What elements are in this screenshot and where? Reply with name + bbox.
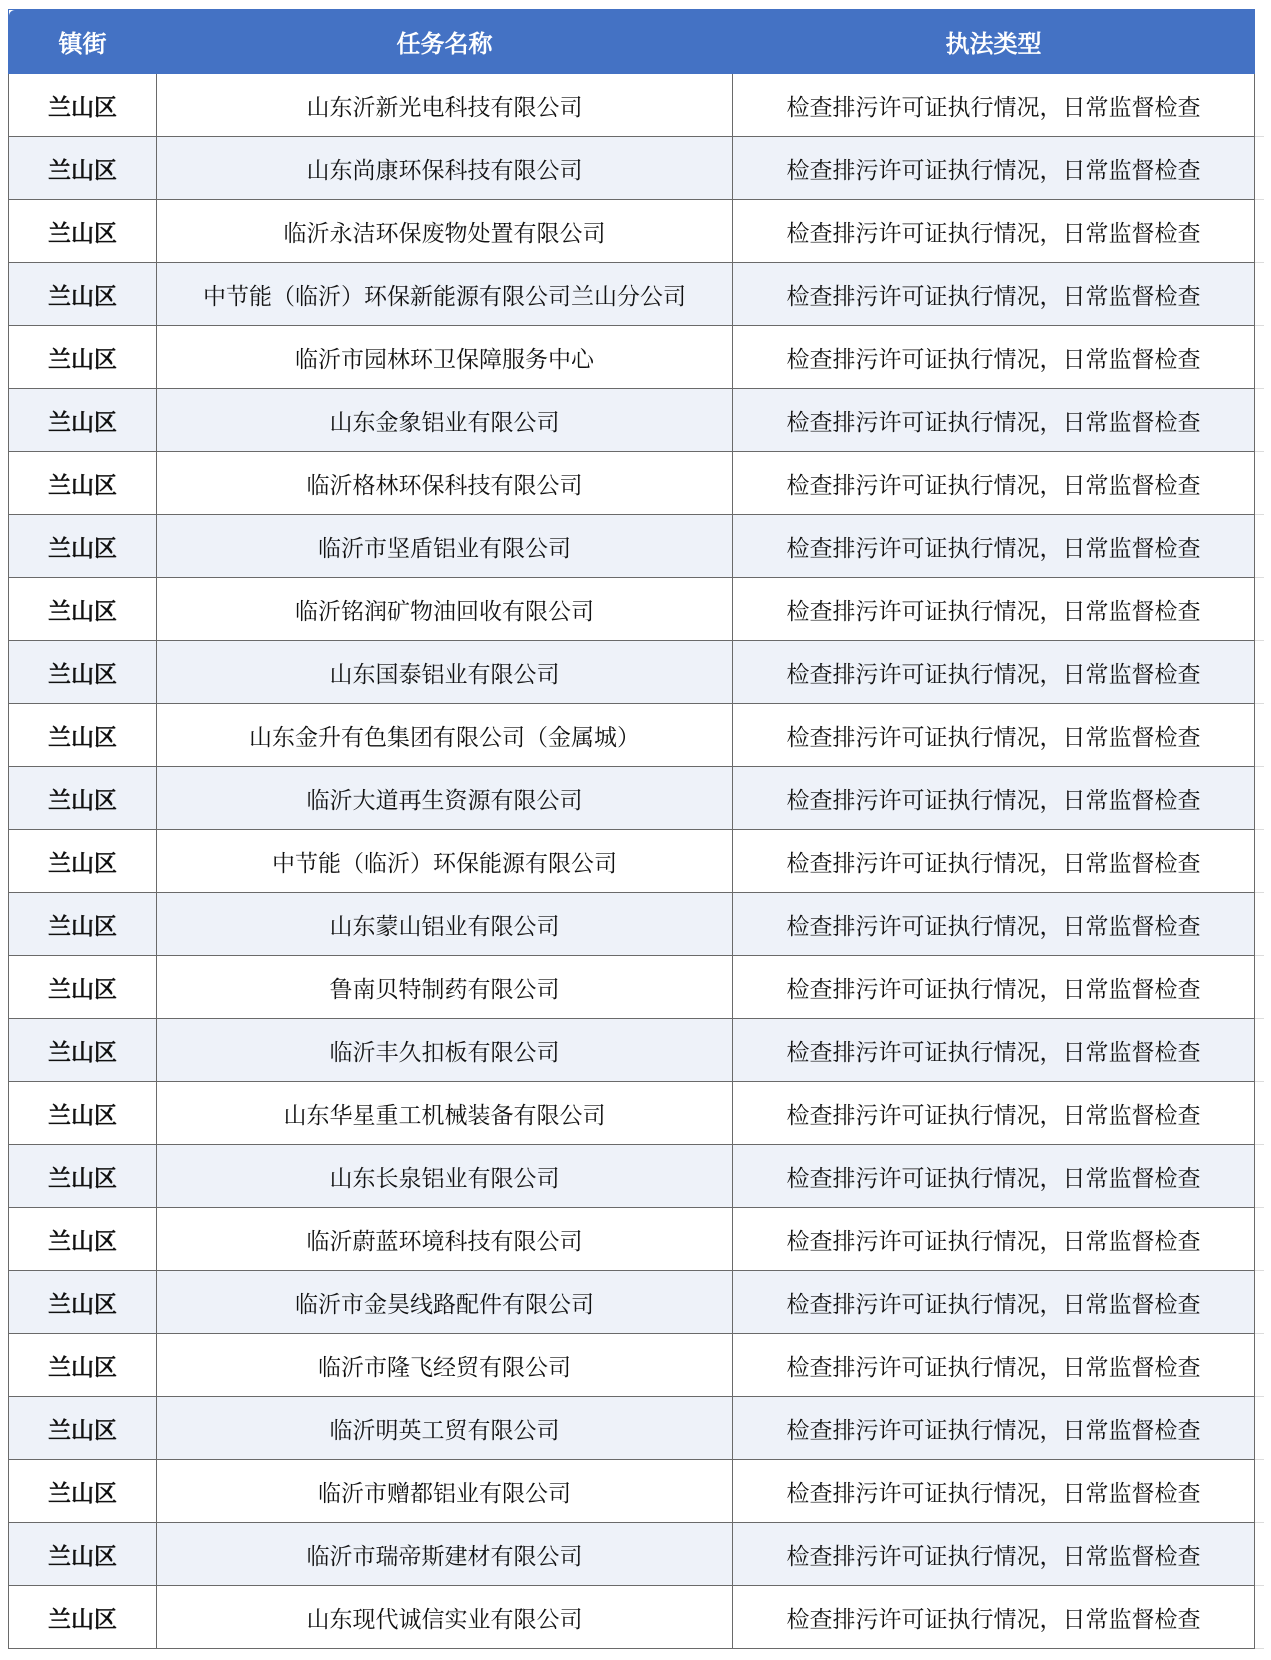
cell-task-name: 山东沂新光电科技有限公司	[157, 74, 733, 137]
cell-enforcement-type: 检查排污许可证执行情况，日常监督检查	[733, 1145, 1255, 1208]
cell-task-name: 临沂明英工贸有限公司	[157, 1397, 733, 1460]
table-body	[9, 74, 1264, 1649]
cell-enforcement-type: 检查排污许可证执行情况，日常监督检查	[733, 956, 1255, 1019]
cell-street: 兰山区	[9, 1334, 157, 1397]
cell-task-name: 中节能（临沂）环保新能源有限公司兰山分公司	[157, 263, 733, 326]
overflow-column-cell	[1255, 137, 1264, 200]
overflow-column-cell	[1255, 1586, 1264, 1649]
cell-task-name: 山东华星重工机械装备有限公司	[157, 1082, 733, 1145]
overflow-column-cell	[1255, 452, 1264, 515]
cell-task-name: 山东现代诚信实业有限公司	[157, 1586, 733, 1649]
cell-task-name: 临沂市瑞帝斯建材有限公司	[157, 1523, 733, 1586]
cell-enforcement-type: 检查排污许可证执行情况，日常监督检查	[733, 1460, 1255, 1523]
cell-task-name: 山东金象铝业有限公司	[157, 389, 733, 452]
table-row	[9, 1019, 1264, 1082]
overflow-column-cell	[1255, 200, 1264, 263]
overflow-column-cell	[1255, 830, 1264, 893]
table-row	[9, 389, 1264, 452]
table-header-row	[9, 10, 1264, 74]
header-street: 镇街	[9, 10, 157, 74]
overflow-column-cell	[1255, 326, 1264, 389]
cell-street: 兰山区	[9, 515, 157, 578]
table-row	[9, 893, 1264, 956]
overflow-column-cell	[1255, 1082, 1264, 1145]
cell-enforcement-type: 检查排污许可证执行情况，日常监督检查	[733, 326, 1255, 389]
cell-enforcement-type: 检查排污许可证执行情况，日常监督检查	[733, 137, 1255, 200]
table-row	[9, 641, 1264, 704]
cell-enforcement-type: 检查排污许可证执行情况，日常监督检查	[733, 1397, 1255, 1460]
table-row	[9, 137, 1264, 200]
overflow-column-cell	[1255, 893, 1264, 956]
overflow-column-cell	[1255, 1208, 1264, 1271]
table-row	[9, 1460, 1264, 1523]
table-row	[9, 74, 1264, 137]
cell-task-name: 山东长泉铝业有限公司	[157, 1145, 733, 1208]
table-row	[9, 326, 1264, 389]
overflow-column-cell	[1255, 1523, 1264, 1586]
overflow-column-cell	[1255, 515, 1264, 578]
cell-street: 兰山区	[9, 389, 157, 452]
cell-street: 兰山区	[9, 137, 157, 200]
header-overflow-column	[1255, 10, 1264, 74]
overflow-column-cell	[1255, 1460, 1264, 1523]
overflow-column-cell	[1255, 641, 1264, 704]
cell-task-name: 临沂市金昊线路配件有限公司	[157, 1271, 733, 1334]
table-row	[9, 1145, 1264, 1208]
cell-enforcement-type: 检查排污许可证执行情况，日常监督检查	[733, 767, 1255, 830]
cell-enforcement-type: 检查排污许可证执行情况，日常监督检查	[733, 1208, 1255, 1271]
cell-street: 兰山区	[9, 200, 157, 263]
header-task-name: 任务名称	[157, 10, 733, 74]
table-row	[9, 515, 1264, 578]
cell-enforcement-type: 检查排污许可证执行情况，日常监督检查	[733, 641, 1255, 704]
table-row	[9, 830, 1264, 893]
enforcement-table-sheet	[8, 9, 1263, 1649]
cell-task-name: 临沂永洁环保废物处置有限公司	[157, 200, 733, 263]
table-row	[9, 1397, 1264, 1460]
overflow-column-cell	[1255, 1397, 1264, 1460]
cell-enforcement-type: 检查排污许可证执行情况，日常监督检查	[733, 1082, 1255, 1145]
overflow-column-cell	[1255, 1271, 1264, 1334]
cell-enforcement-type: 检查排污许可证执行情况，日常监督检查	[733, 263, 1255, 326]
table-row	[9, 1082, 1264, 1145]
cell-street: 兰山区	[9, 1019, 157, 1082]
table-row	[9, 452, 1264, 515]
cell-street: 兰山区	[9, 452, 157, 515]
overflow-column-cell	[1255, 704, 1264, 767]
cell-street: 兰山区	[9, 74, 157, 137]
cell-street: 兰山区	[9, 767, 157, 830]
table-row	[9, 1334, 1264, 1397]
cell-street: 兰山区	[9, 1460, 157, 1523]
enforcement-task-table	[8, 9, 1264, 1649]
cell-street: 兰山区	[9, 641, 157, 704]
cell-task-name: 临沂铭润矿物油回收有限公司	[157, 578, 733, 641]
cell-street: 兰山区	[9, 1082, 157, 1145]
cell-task-name: 临沂市隆飞经贸有限公司	[157, 1334, 733, 1397]
cell-enforcement-type: 检查排污许可证执行情况，日常监督检查	[733, 1334, 1255, 1397]
header-enforcement-type: 执法类型	[733, 10, 1255, 74]
cell-enforcement-type: 检查排污许可证执行情况，日常监督检查	[733, 1523, 1255, 1586]
overflow-column-cell	[1255, 1145, 1264, 1208]
cell-enforcement-type: 检查排污许可证执行情况，日常监督检查	[733, 1019, 1255, 1082]
overflow-column-cell	[1255, 263, 1264, 326]
cell-enforcement-type: 检查排污许可证执行情况，日常监督检查	[733, 1271, 1255, 1334]
table-row	[9, 956, 1264, 1019]
table-row	[9, 1271, 1264, 1334]
cell-task-name: 临沂市园林环卫保障服务中心	[157, 326, 733, 389]
cell-street: 兰山区	[9, 1397, 157, 1460]
cell-street: 兰山区	[9, 956, 157, 1019]
table-row	[9, 704, 1264, 767]
overflow-column-cell	[1255, 956, 1264, 1019]
cell-street: 兰山区	[9, 1208, 157, 1271]
overflow-column-cell	[1255, 1334, 1264, 1397]
cell-task-name: 山东金升有色集团有限公司（金属城）	[157, 704, 733, 767]
cell-enforcement-type: 检查排污许可证执行情况，日常监督检查	[733, 515, 1255, 578]
cell-enforcement-type: 检查排污许可证执行情况，日常监督检查	[733, 704, 1255, 767]
cell-task-name: 临沂大道再生资源有限公司	[157, 767, 733, 830]
cell-task-name: 临沂丰久扣板有限公司	[157, 1019, 733, 1082]
cell-enforcement-type: 检查排污许可证执行情况，日常监督检查	[733, 74, 1255, 137]
cell-enforcement-type: 检查排污许可证执行情况，日常监督检查	[733, 389, 1255, 452]
cell-task-name: 临沂市赠都铝业有限公司	[157, 1460, 733, 1523]
cell-street: 兰山区	[9, 326, 157, 389]
table-row	[9, 1523, 1264, 1586]
overflow-column-cell	[1255, 1019, 1264, 1082]
cell-task-name: 中节能（临沂）环保能源有限公司	[157, 830, 733, 893]
table-row	[9, 767, 1264, 830]
cell-task-name: 鲁南贝特制药有限公司	[157, 956, 733, 1019]
cell-task-name: 临沂格林环保科技有限公司	[157, 452, 733, 515]
cell-enforcement-type: 检查排污许可证执行情况，日常监督检查	[733, 1586, 1255, 1649]
table-row	[9, 1586, 1264, 1649]
cell-task-name: 临沂市坚盾铝业有限公司	[157, 515, 733, 578]
cell-enforcement-type: 检查排污许可证执行情况，日常监督检查	[733, 200, 1255, 263]
cell-street: 兰山区	[9, 1271, 157, 1334]
overflow-column-cell	[1255, 578, 1264, 641]
cell-enforcement-type: 检查排污许可证执行情况，日常监督检查	[733, 830, 1255, 893]
cell-enforcement-type: 检查排污许可证执行情况，日常监督检查	[733, 578, 1255, 641]
cell-task-name: 山东蒙山铝业有限公司	[157, 893, 733, 956]
cell-street: 兰山区	[9, 1523, 157, 1586]
cell-street: 兰山区	[9, 263, 157, 326]
overflow-column-cell	[1255, 74, 1264, 137]
overflow-column-cell	[1255, 389, 1264, 452]
table-row	[9, 1208, 1264, 1271]
table-row	[9, 578, 1264, 641]
cell-street: 兰山区	[9, 578, 157, 641]
cell-street: 兰山区	[9, 1145, 157, 1208]
cell-street: 兰山区	[9, 704, 157, 767]
table-row	[9, 200, 1264, 263]
cell-task-name: 山东尚康环保科技有限公司	[157, 137, 733, 200]
cell-enforcement-type: 检查排污许可证执行情况，日常监督检查	[733, 452, 1255, 515]
cell-enforcement-type: 检查排污许可证执行情况，日常监督检查	[733, 893, 1255, 956]
overflow-column-cell	[1255, 767, 1264, 830]
cell-street: 兰山区	[9, 1586, 157, 1649]
table-row	[9, 263, 1264, 326]
cell-street: 兰山区	[9, 893, 157, 956]
cell-street: 兰山区	[9, 830, 157, 893]
cell-task-name: 山东国泰铝业有限公司	[157, 641, 733, 704]
cell-task-name: 临沂蔚蓝环境科技有限公司	[157, 1208, 733, 1271]
